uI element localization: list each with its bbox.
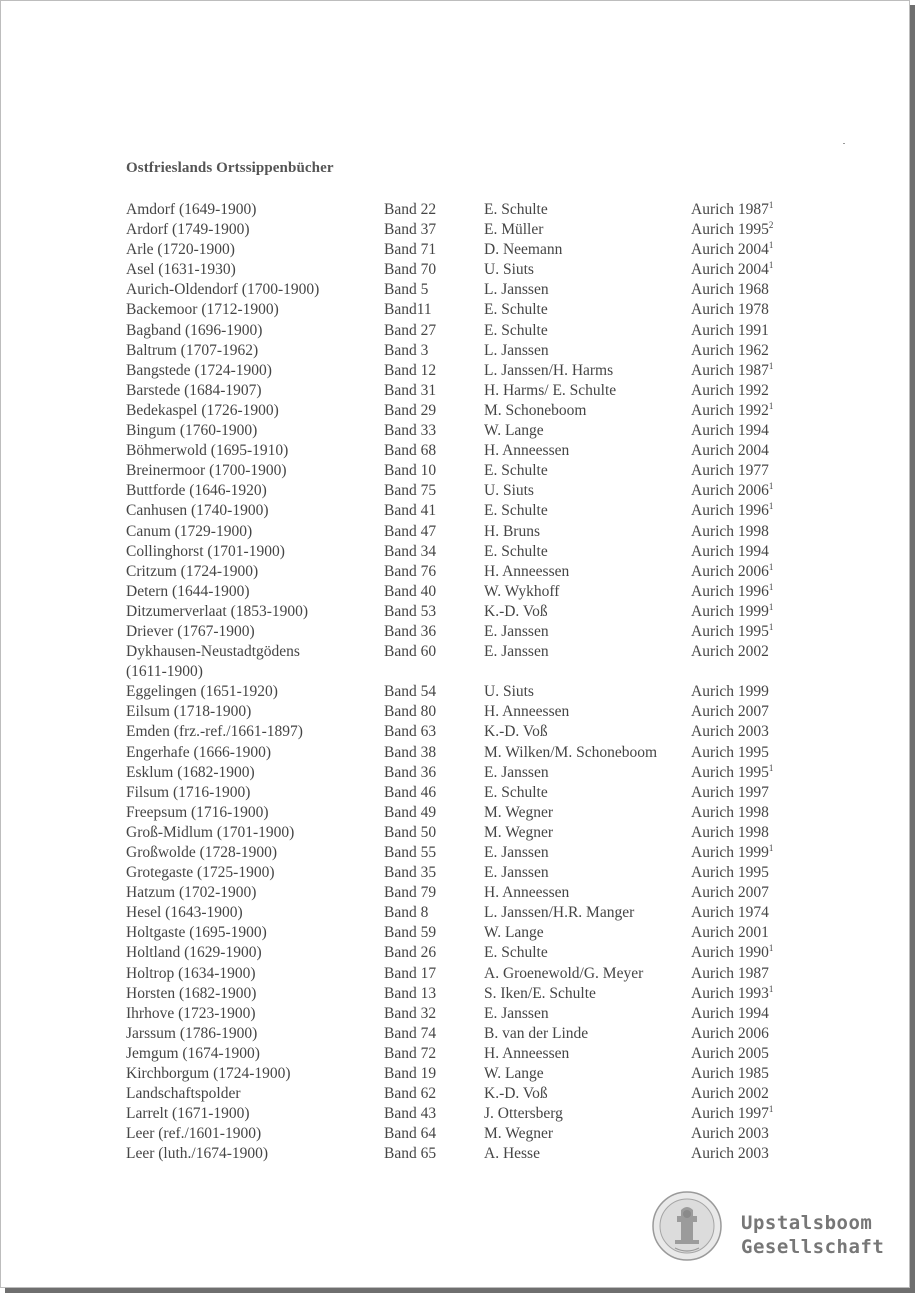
list-item	[126, 321, 846, 341]
list-item	[126, 260, 846, 280]
list-item	[126, 361, 846, 381]
place-name: Freepsum (1716-1900)	[126, 803, 269, 821]
publication: Aurich 1974	[691, 904, 769, 922]
publication: Aurich 1990$^1$	[691, 943, 774, 962]
list-item	[126, 461, 846, 481]
band-number: Band 43	[384, 1105, 437, 1123]
footnote-marker: 1	[768, 581, 774, 592]
list-item	[126, 863, 846, 883]
list-item	[126, 381, 846, 401]
author-name: A. Groenewold/G. Meyer	[484, 964, 644, 982]
band-number: Band 55	[384, 844, 437, 861]
list-item	[126, 662, 846, 682]
publication: Aurich 2006	[691, 1024, 769, 1042]
band-number: Band 36	[384, 763, 437, 781]
logo-line-2: Gesellschaft	[741, 1236, 885, 1258]
author-name: L. Janssen/H.R. Manger	[484, 904, 635, 922]
place-name: Aurich-Oldendorf (1700-1900)	[126, 281, 320, 299]
place-name: Böhmerwold (1695-1910)	[126, 442, 289, 460]
author-name: W. Lange	[484, 1065, 544, 1083]
list-item	[126, 763, 846, 783]
place-name: Holtrop (1634-1900)	[126, 964, 256, 982]
author-name: E. Schulte	[484, 462, 548, 480]
list-item	[126, 843, 846, 863]
place-name: Eggelingen (1651-1920)	[126, 683, 278, 701]
author-name: E. Müller	[484, 221, 544, 239]
author-name: W. Lange	[484, 924, 544, 942]
band-number: Band 68	[384, 442, 437, 460]
band-number: Band 54	[384, 683, 437, 701]
author-name: U. Siuts	[484, 482, 534, 500]
author-name: J. Ottersberg	[484, 1105, 563, 1123]
list-item	[126, 1004, 846, 1024]
band-number: Band 33	[384, 422, 437, 440]
list-item	[126, 984, 846, 1004]
publication: Aurich 1994	[691, 1004, 769, 1022]
place-name: Hatzum (1702-1900)	[126, 884, 257, 902]
place-name: Landschaftspolder	[126, 1085, 241, 1103]
publication: Aurich 2004$^1$	[691, 260, 774, 279]
band-number: Band 35	[384, 864, 437, 882]
list-item	[126, 743, 846, 763]
place-name: Holtgaste (1695-1900)	[126, 924, 267, 942]
publication: Aurich 1987$^1$	[691, 200, 774, 218]
place-name: Esklum (1682-1900)	[126, 763, 255, 781]
footnote-marker: 1	[768, 200, 774, 210]
author-name: U. Siuts	[484, 683, 534, 701]
publication: Aurich 2007	[691, 884, 769, 902]
place-name: Buttforde (1646-1920)	[126, 482, 267, 500]
place-name: Dykhausen-Neustadtgödens	[126, 643, 300, 661]
list-item	[126, 622, 846, 642]
author-name: H. Anneessen	[484, 562, 570, 580]
publication: Aurich 1995	[691, 864, 769, 882]
list-item	[126, 522, 846, 542]
footnote-marker: 1	[768, 561, 774, 572]
publication: Aurich 1991	[691, 321, 769, 339]
list-item	[126, 682, 846, 702]
list-item	[126, 240, 846, 260]
author-name: H. Anneessen	[484, 703, 570, 721]
author-name: L. Janssen	[484, 281, 549, 299]
place-name: Baltrum (1707-1962)	[126, 341, 259, 359]
place-name: Jemgum (1674-1900)	[126, 1044, 260, 1062]
author-name: M. Wilken/M. Schoneboom	[484, 743, 658, 761]
place-name: Collinghorst (1701-1900)	[126, 542, 285, 560]
place-name: Asel (1631-1930)	[126, 261, 236, 279]
band-number: Band 76	[384, 562, 437, 580]
band-number: Band 29	[384, 401, 437, 419]
band-number: Band 74	[384, 1024, 437, 1042]
place-name: Critzum (1724-1900)	[126, 562, 259, 580]
band-number: Band 63	[384, 723, 437, 741]
publication: Aurich 1994	[691, 542, 769, 560]
publication: Aurich 2004$^1$	[691, 240, 774, 259]
author-name: U. Siuts	[484, 261, 534, 279]
author-name: H. Anneessen	[484, 442, 570, 460]
publication: Aurich 2006$^1$	[691, 561, 774, 580]
band-number: Band 36	[384, 622, 437, 640]
place-name: (1611-1900)	[126, 663, 203, 681]
band-number: Band 40	[384, 582, 437, 600]
publication: Aurich 1985	[691, 1065, 769, 1083]
author-name: E. Janssen	[484, 763, 549, 781]
band-number: Band 59	[384, 924, 437, 942]
list-item	[126, 642, 846, 662]
author-name: L. Janssen	[484, 341, 549, 359]
list-item	[126, 542, 846, 562]
list-item	[126, 602, 846, 622]
place-name: Kirchborgum (1724-1900)	[126, 1065, 291, 1083]
band-number: Band 47	[384, 522, 437, 540]
place-name: Groß-Midlum (1701-1900)	[126, 823, 295, 841]
publication: Aurich 1977	[691, 462, 769, 480]
list-item	[126, 883, 846, 903]
band-number: Band 60	[384, 643, 437, 661]
publication: Aurich 1995$^1$	[691, 762, 774, 781]
author-name: E. Schulte	[484, 542, 548, 560]
place-name: Breinermoor (1700-1900)	[126, 462, 287, 480]
list-item	[126, 923, 846, 943]
list-item	[126, 280, 846, 300]
author-name: W. Wykhoff	[484, 582, 560, 600]
band-number: Band 50	[384, 823, 437, 841]
publication: Aurich 1997$^1$	[691, 1104, 774, 1123]
author-name: E. Janssen	[484, 844, 549, 861]
footnote-marker: 1	[768, 360, 774, 371]
band-number: Band 19	[384, 1065, 437, 1083]
publication: Aurich 1996$^1$	[691, 501, 774, 520]
publication: Aurich 1993$^1$	[691, 983, 774, 1002]
band-number: Band 72	[384, 1044, 437, 1062]
publication: Aurich 2003	[691, 1125, 769, 1143]
author-name: E. Schulte	[484, 783, 548, 801]
footnote-marker: 1	[768, 260, 774, 271]
publication: Aurich 1995$^2$	[691, 220, 774, 239]
band-number: Band 80	[384, 703, 437, 721]
list-item	[126, 562, 846, 582]
band-number: Band 12	[384, 361, 437, 379]
publication: Aurich 1998	[691, 823, 769, 841]
place-name: Horsten (1682-1900)	[126, 984, 257, 1002]
publication: Aurich 1998	[691, 522, 769, 540]
band-number: Band 10	[384, 462, 437, 480]
place-name: Bingum (1760-1900)	[126, 422, 258, 440]
band-number: Band 31	[384, 381, 437, 399]
footnote-marker: 1	[768, 621, 774, 632]
list-item	[126, 220, 846, 240]
society-seal-icon	[651, 1190, 723, 1262]
publication: Aurich 1997	[691, 783, 769, 801]
author-name: H. Harms/ E. Schulte	[484, 381, 617, 399]
publication: Aurich 2007	[691, 703, 769, 721]
author-name: S. Iken/E. Schulte	[484, 984, 596, 1002]
place-name: Jarssum (1786-1900)	[126, 1024, 258, 1042]
footnote-marker: 1	[768, 481, 774, 492]
author-name: M. Wegner	[484, 803, 554, 821]
footnote-marker: 1	[768, 943, 774, 954]
list-item	[126, 421, 846, 441]
publication: Aurich 2006$^1$	[691, 481, 774, 500]
publication: Aurich 1987	[691, 964, 769, 982]
place-name: Leer (luth./1674-1900)	[126, 1145, 269, 1163]
footnote-marker: 1	[768, 983, 774, 994]
author-name: D. Neemann	[484, 241, 563, 259]
place-name: Bangstede (1724-1900)	[126, 361, 272, 379]
place-name: Holtland (1629-1900)	[126, 944, 262, 962]
publication: Aurich 1998	[691, 803, 769, 821]
list-item	[126, 943, 846, 963]
author-name: H. Bruns	[484, 522, 540, 540]
publication: Aurich 2003	[691, 723, 769, 741]
list-item	[126, 1144, 846, 1164]
list-item	[126, 903, 846, 923]
place-name: Ardorf (1749-1900)	[126, 221, 250, 239]
band-number	[384, 662, 484, 682]
publication: Aurich 2005	[691, 1044, 769, 1062]
publication: Aurich 2004	[691, 442, 769, 460]
publication: Aurich 1995	[691, 743, 769, 761]
publication: Aurich 1996$^1$	[691, 581, 774, 600]
band-number: Band 49	[384, 803, 437, 821]
list-item	[126, 1024, 846, 1044]
band-number: Band 41	[384, 502, 437, 520]
author-name: M. Wegner	[484, 823, 554, 841]
author-name: E. Schulte	[484, 502, 548, 520]
author-name: E. Janssen	[484, 643, 549, 661]
publication: Aurich 1978	[691, 301, 769, 319]
list-item	[126, 722, 846, 742]
list-item	[126, 501, 846, 521]
place-name: Ditzumerverlaat (1853-1900)	[126, 602, 309, 620]
list-item	[126, 803, 846, 823]
band-number: Band 62	[384, 1085, 437, 1103]
footnote-marker: 1	[768, 501, 774, 512]
footnote-marker: 1	[768, 240, 774, 251]
footnote-marker: 2	[768, 220, 774, 231]
footnote-marker: 1	[768, 601, 774, 612]
list-item	[126, 823, 846, 843]
page-title: Ostfrieslands Ortssippenbücher	[126, 160, 334, 176]
publication: Aurich 1987$^1$	[691, 360, 774, 379]
list-item	[126, 200, 846, 220]
author-name: K.-D. Voß	[484, 723, 548, 741]
list-item	[126, 1104, 846, 1124]
place-name: Canhusen (1740-1900)	[126, 502, 269, 520]
place-name: Barstede (1684-1907)	[126, 381, 262, 399]
place-name: Grotegaste (1725-1900)	[126, 864, 275, 882]
publication: Aurich 1962	[691, 341, 769, 359]
publication: Aurich 1999$^1$	[691, 843, 774, 861]
place-name: Ihrhove (1723-1900)	[126, 1004, 256, 1022]
band-number: Band 75	[384, 482, 437, 500]
author-name: E. Janssen	[484, 622, 549, 640]
publication: Aurich 1992	[691, 381, 769, 399]
band-number: Band 17	[384, 964, 437, 982]
author-name: L. Janssen/H. Harms	[484, 361, 614, 379]
logo-line-1: Upstalsboom	[741, 1212, 873, 1234]
list-item	[126, 702, 846, 722]
place-name: Detern (1644-1900)	[126, 582, 250, 600]
publication: Aurich 2002	[691, 643, 769, 661]
author-name: H. Anneessen	[484, 1044, 570, 1062]
ortssippenbuch-list	[126, 200, 846, 1165]
author-name: E. Schulte	[484, 201, 548, 218]
author-name: E. Schulte	[484, 321, 548, 339]
band-number: Band 79	[384, 884, 437, 902]
publication: Aurich 1999$^1$	[691, 601, 774, 620]
band-number: Band 53	[384, 602, 437, 620]
place-name: Canum (1729-1900)	[126, 522, 253, 540]
band-number: Band 32	[384, 1004, 437, 1022]
place-name: Emden (frz.-ref./1661-1897)	[126, 723, 303, 741]
publication: Aurich 1994	[691, 422, 769, 440]
place-name: Larrelt (1671-1900)	[126, 1105, 250, 1123]
place-name: Bedekaspel (1726-1900)	[126, 401, 279, 419]
publication: Aurich 1999	[691, 683, 769, 701]
publication: Aurich 1995$^1$	[691, 621, 774, 640]
author-name: A. Hesse	[484, 1145, 540, 1163]
place-name: Bagband (1696-1900)	[126, 321, 263, 339]
band-number: Band 8	[384, 904, 429, 922]
band-number: Band 22	[384, 201, 437, 218]
band-number: Band 26	[384, 944, 437, 962]
list-item	[126, 300, 846, 320]
publication: Aurich 1992$^1$	[691, 400, 774, 419]
author-name: E. Janssen	[484, 1004, 549, 1022]
publication: Aurich 2003	[691, 1145, 769, 1163]
author-name: M. Schoneboom	[484, 401, 587, 419]
author-name: E. Schulte	[484, 301, 548, 319]
list-item	[126, 1064, 846, 1084]
author-name: E. Schulte	[484, 944, 548, 962]
place-name: Backemoor (1712-1900)	[126, 301, 279, 319]
band-number: Band 38	[384, 743, 437, 761]
scan-speck	[843, 143, 845, 144]
list-item	[126, 441, 846, 461]
publication: Aurich 2002	[691, 1085, 769, 1103]
band-number: Band 27	[384, 321, 437, 339]
band-number: Band11	[384, 301, 432, 319]
footnote-marker: 1	[768, 1104, 774, 1115]
list-item	[126, 481, 846, 501]
author-name: M. Wegner	[484, 1125, 554, 1143]
place-name: Filsum (1716-1900)	[126, 783, 251, 801]
publication	[691, 662, 846, 682]
author-name: K.-D. Voß	[484, 602, 548, 620]
footnote-marker: 1	[768, 843, 774, 853]
band-number: Band 34	[384, 542, 437, 560]
list-item	[126, 401, 846, 421]
list-item	[126, 1084, 846, 1104]
place-name: Großwolde (1728-1900)	[126, 844, 278, 861]
band-number: Band 64	[384, 1125, 437, 1143]
band-number: Band 71	[384, 241, 437, 259]
author-name: E. Janssen	[484, 864, 549, 882]
author-name: B. van der Linde	[484, 1024, 589, 1042]
place-name: Engerhafe (1666-1900)	[126, 743, 272, 761]
list-item	[126, 964, 846, 984]
band-number: Band 13	[384, 984, 437, 1002]
place-name: Leer (ref./1601-1900)	[126, 1125, 262, 1143]
band-number: Band 65	[384, 1145, 437, 1163]
place-name: Amdorf (1649-1900)	[126, 201, 257, 218]
list-item	[126, 783, 846, 803]
band-number: Band 3	[384, 341, 429, 359]
author-name: H. Anneessen	[484, 884, 570, 902]
band-number: Band 5	[384, 281, 429, 299]
publication: Aurich 2001	[691, 924, 769, 942]
footnote-marker: 1	[768, 762, 774, 773]
author-name: K.-D. Voß	[484, 1085, 548, 1103]
list-item	[126, 1124, 846, 1144]
list-item	[126, 1044, 846, 1064]
band-number: Band 46	[384, 783, 437, 801]
publication: Aurich 1968	[691, 281, 769, 299]
band-number: Band 70	[384, 261, 437, 279]
place-name: Arle (1720-1900)	[126, 241, 235, 259]
place-name: Driever (1767-1900)	[126, 622, 255, 640]
place-name: Eilsum (1718-1900)	[126, 703, 252, 721]
band-number: Band 37	[384, 221, 437, 239]
society-logo-text	[741, 1211, 884, 1259]
list-item	[126, 582, 846, 602]
place-name: Hesel (1643-1900)	[126, 904, 243, 922]
author-name	[484, 662, 691, 682]
footnote-marker: 1	[768, 400, 774, 411]
list-item	[126, 341, 846, 361]
author-name: W. Lange	[484, 422, 544, 440]
